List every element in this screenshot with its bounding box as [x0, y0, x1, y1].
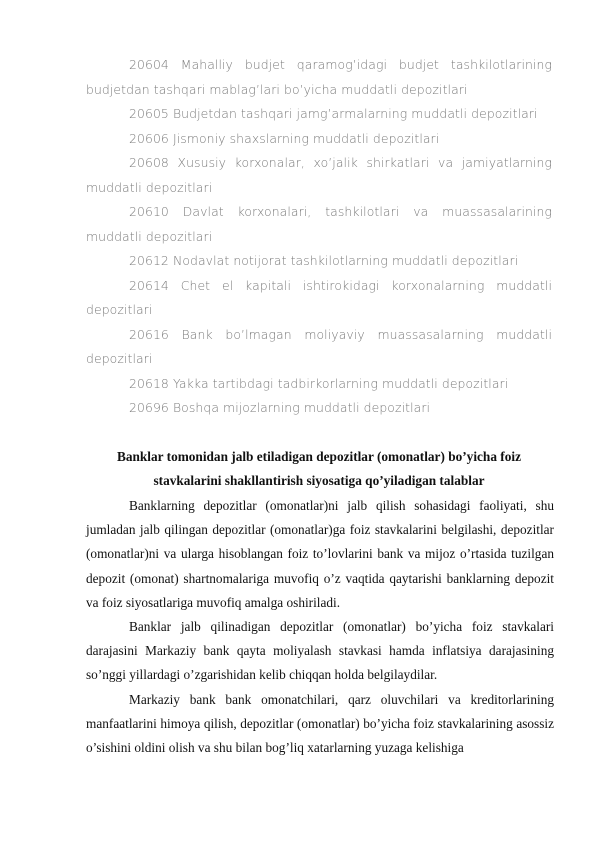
list-item: 20610 Davlat korxonalari, tashkilotlari va muassasalarining muddatli depozitlari: [86, 204, 552, 244]
list-item: 20616 Bank bo’lmagan moliyaviy muassasalarning muddatli depozitlari: [86, 326, 552, 366]
list-item: 20696 Boshqa mijozlarning muddatli depozitlari: [129, 400, 431, 415]
list-item: 20604 Mahalliy budjet qaramog’idagi budjet tashkilotlarining budjetdan tashqari mablag’lari bo’yicha muddatli depozitlari: [86, 57, 552, 97]
section-heading: Banklar tomonidan jalb etiladigan depozitlar (omonatlar) bo’yicha foiz stavkalarini shakllantirish siyosatiga qo’yiladigan talablar: [117, 449, 521, 488]
list-item: 20618 Yakka tartibdagi tadbirkorlarning muddatli depozitlari: [129, 375, 509, 391]
list-item: 20612 Nodavlat notijorat tashkilotlarning muddatli depozitlari: [129, 253, 519, 268]
paragraph: Banklarning depozitlar (omonatlar)ni jalb qilish sohasidagi faoliyati, shu jumladan jalb qilingan depozitlar (omonatlar)ga foiz stavkalarini belgilashi, depozitlar (omonatlar)ni va ularga hisoblangan foiz to’lovlarini bank va mijoz o’rtasida tuzilgan depozit (omonat) shartnomalariga muvofiq o’z vaqtida qaytarishi banklarning depozit va foiz siyosatlariga muvofiq amalga oshiriladi.: [86, 498, 554, 610]
paragraph: Markaziy bank bank omonatchilari, qarz oluvchilari va kreditorlarining manfaatlarini himoya qilish, depozitlar (omonatlar) bo’yicha foiz stavkalarining asossiz o’sishini oldini olish va shu bilan bog’liq xatarlarning yuzaga kelishiga: [86, 691, 554, 756]
list-item: 20608 Xususiy korxonalar, xo’jalik shirkatlari va jamiyatlarning muddatli depozitlari: [86, 155, 552, 195]
body-text: [86, 494, 554, 760]
paragraph: Banklar jalb qilinadigan depozitlar (omonatlar) bo’yicha foiz stavkalari darajasini Markaziy bank qayta moliyalash stavkasi hamda inflatsiya darajasining so’nggi yillardagi o’zgarishidan kelib chiqqan holda belgilaydilar.: [86, 619, 554, 683]
list-item: 20614 Chet el kapitali ishtirokidagi korxonalarning muddatli depozitlari: [86, 277, 552, 317]
list-item: 20606 Jismoniy shaxslarning muddatli depozitlari: [129, 130, 440, 146]
list-item: 20605 Budjetdan tashqari jamg’armalarning muddatli depozitlari: [129, 106, 538, 121]
deposit-code-list: [86, 53, 552, 421]
